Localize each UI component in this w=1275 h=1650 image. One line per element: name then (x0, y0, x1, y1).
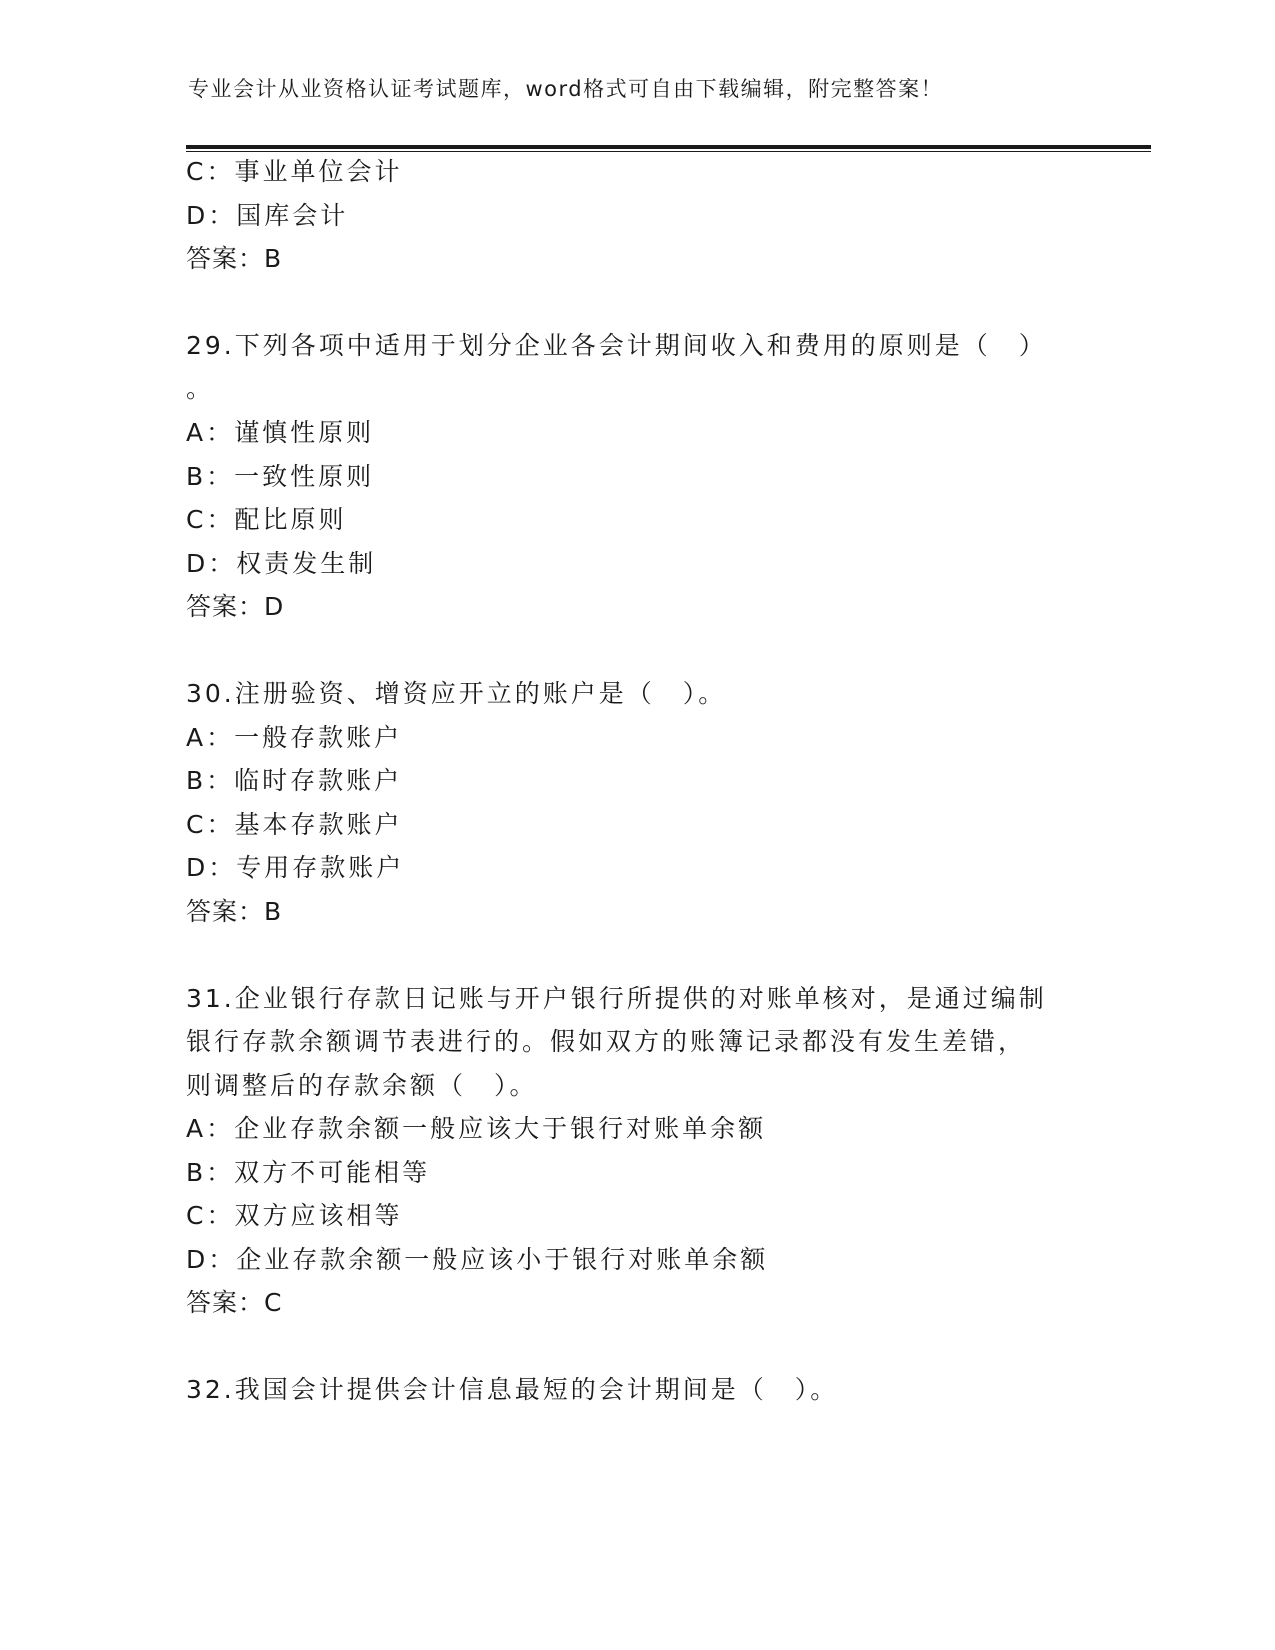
option-d: D：国库会计 (186, 201, 349, 230)
answer: 答案：B (186, 244, 283, 273)
option-b: B：临时存款账户 (186, 766, 403, 795)
option-b: B：一致性原则 (186, 462, 375, 491)
option-a: A：企业存款余额一般应该大于银行对账单余额 (186, 1114, 767, 1143)
question-31-stem-cont: 则调整后的存款余额（ ）。 (186, 1071, 538, 1100)
option-c: C：基本存款账户 (186, 810, 403, 839)
option-c: C：事业单位会计 (186, 157, 403, 186)
option-b: B：双方不可能相等 (186, 1158, 431, 1187)
option-d: D：企业存款余额一般应该小于银行对账单余额 (186, 1245, 769, 1274)
question-31-stem-cont: 银行存款余额调节表进行的。假如双方的账簿记录都没有发生差错， (186, 1027, 1027, 1056)
option-c: C：配比原则 (186, 505, 347, 534)
header-rule-thick (186, 145, 1151, 149)
question-31-stem: 31.企业银行存款日记账与开户银行所提供的对账单核对，是通过编制 (186, 984, 1047, 1013)
page-header: 专业会计从业资格认证考试题库，word格式可自由下载编辑，附完整答案！ (188, 77, 944, 101)
option-a: A：谨慎性原则 (186, 418, 375, 447)
option-c: C：双方应该相等 (186, 1201, 403, 1230)
option-d: D：权责发生制 (186, 549, 377, 578)
answer: 答案：B (186, 897, 283, 926)
answer: 答案：C (186, 1288, 283, 1317)
option-d: D：专用存款账户 (186, 853, 405, 882)
question-29-stem: 29.下列各项中适用于划分企业各会计期间收入和费用的原则是（ ） (186, 331, 1047, 360)
header-rule-thin (186, 151, 1151, 152)
option-a: A：一般存款账户 (186, 723, 403, 752)
answer: 答案：D (186, 592, 285, 621)
question-30-stem: 30.注册验资、增资应开立的账户是（ ）。 (186, 679, 727, 708)
question-32-stem: 32.我国会计提供会计信息最短的会计期间是（ ）。 (186, 1375, 839, 1404)
question-29-stem-cont: 。 (186, 374, 215, 403)
